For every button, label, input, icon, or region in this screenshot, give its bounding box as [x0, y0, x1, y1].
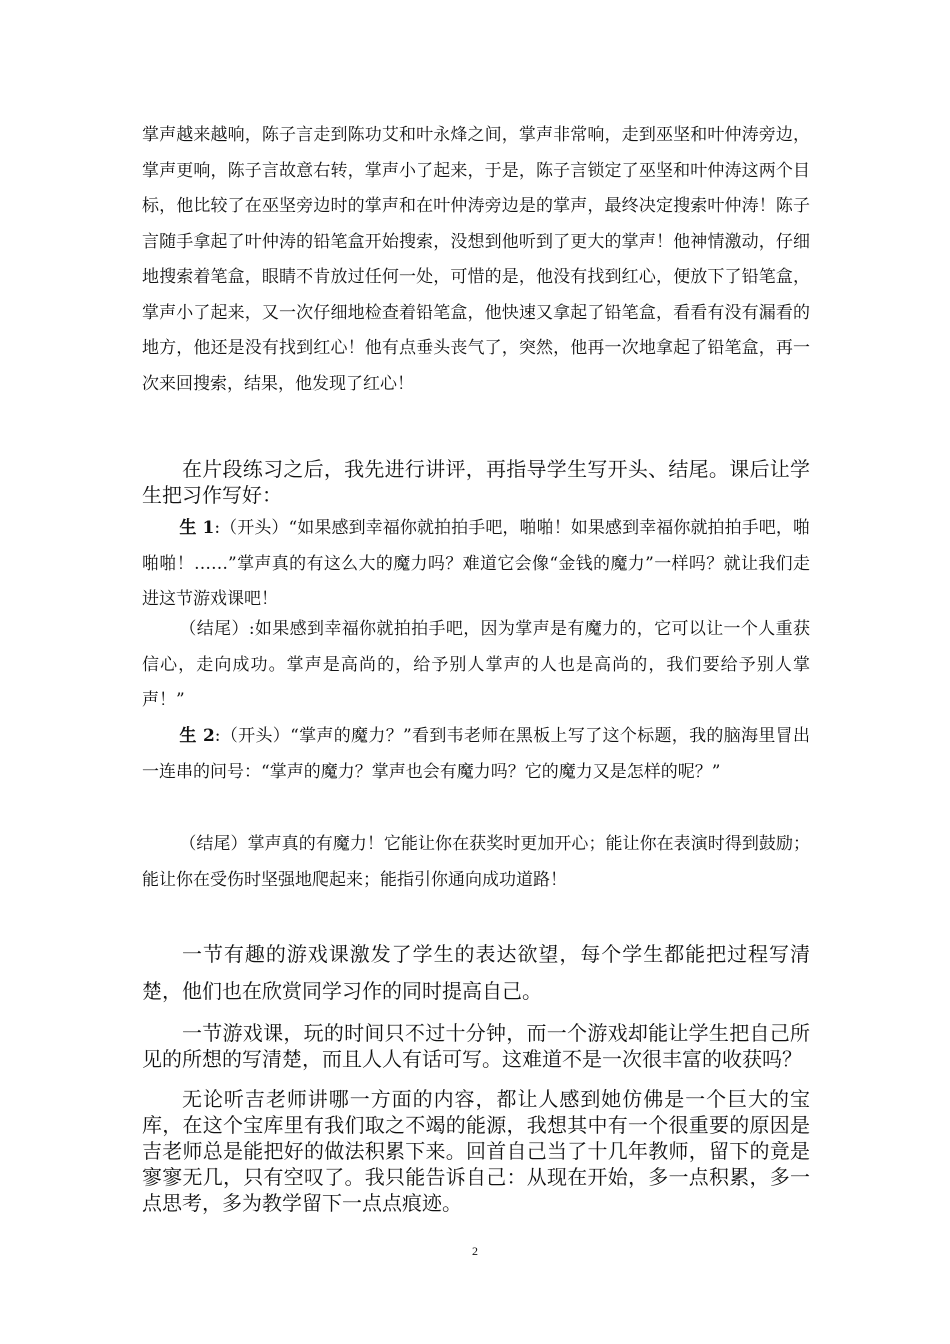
student2-opening-paragraph [142, 719, 810, 790]
page-number: 2 [472, 1244, 478, 1258]
after-practice-paragraph: 在片段练习之后，我先进行讲评，再指导学生写开头、结尾。课后让学生把习作写好： [142, 457, 810, 507]
student2-label: 生 2 [179, 726, 215, 746]
student2-ending-paragraph: （结尾）掌声真的有魔力！它能让你在获奖时更加开心；能让你在表演时得到鼓励；能让你在受伤时坚强地爬起来；能指引你通向成功道路！ [142, 834, 810, 890]
student1-opening-paragraph [142, 511, 810, 618]
student1-label: 生 1 [179, 518, 215, 538]
reflection-paragraph: 无论听吉老师讲哪一方面的内容，都让人感到她仿佛是一个巨大的宝库，在这个宝库里有我们取之不竭的能源，我想其中有一个很重要的原因是吉老师总是能把好的做法积累下来。回首自己当了十几年教师，留下的竟是寥寥无几，只有空叹了。我只能告诉自己：从现在开始，多一点积累，多一点思考，多为教学留下一点点痕迹。 [142, 1087, 810, 1215]
student2-opening-text: :（开头）“掌声的魔力？”看到韦老师在黑板上写了这个标题，我的脑海里冒出一连串的问号：“掌声的魔力？掌声也会有魔力吗？它的魔力又是怎样的呢？” [142, 726, 811, 782]
student1-opening-text: :（开头）“如果感到幸福你就拍拍手吧，啪啪！如果感到幸福你就拍拍手吧，啪啪啪！……”掌声真的有这么大的魔力吗？难道它会像“金钱的魔力”一样吗？就让我们走进这节游戏课吧！ [142, 518, 810, 609]
summary-paragraph-1: 一节有趣的游戏课激发了学生的表达欲望，每个学生都能把过程写清楚，他们也在欣赏同学习作的同时提高自己。 [142, 942, 810, 1003]
student1-ending-paragraph: （结尾）:如果感到幸福你就拍拍手吧，因为掌声是有魔力的，它可以让一个人重获信心，走向成功。掌声是高尚的，给予别人掌声的人也是高尚的，我们要给予别人掌声！” [142, 619, 810, 710]
game-description-paragraph: 掌声越来越响，陈子言走到陈功艾和叶永烽之间，掌声非常响，走到巫坚和叶仲涛旁边，掌声更响，陈子言故意右转，掌声小了起来，于是，陈子言锁定了巫坚和叶仲涛这两个目标，他比较了在巫坚旁边时的掌声和在叶仲涛旁边是的掌声，最终决定搜索叶仲涛！陈子言随手拿起了叶仲涛的铅笔盒开始搜索，没想到他听到了更大的掌声！他神情激动，仔细地搜索着笔盒，眼睛不肯放过任何一处，可惜的是，他没有找到红心，便放下了铅笔盒，掌声小了起来，又一次仔细地检查着铅笔盒，他快速又拿起了铅笔盒，看看有没有漏看的地方，他还是没有找到红心！他有点垂头丧气了，突然，他再一次地拿起了铅笔盒，再一次来回搜索，结果，他发现了红心！ [142, 125, 810, 394]
summary-paragraph-2: 一节游戏课，玩的时间只不过十分钟，而一个游戏却能让学生把自己所见的所想的写清楚，而且人人有话可写。这难道不是一次很丰富的收获吗？ [142, 1021, 810, 1071]
